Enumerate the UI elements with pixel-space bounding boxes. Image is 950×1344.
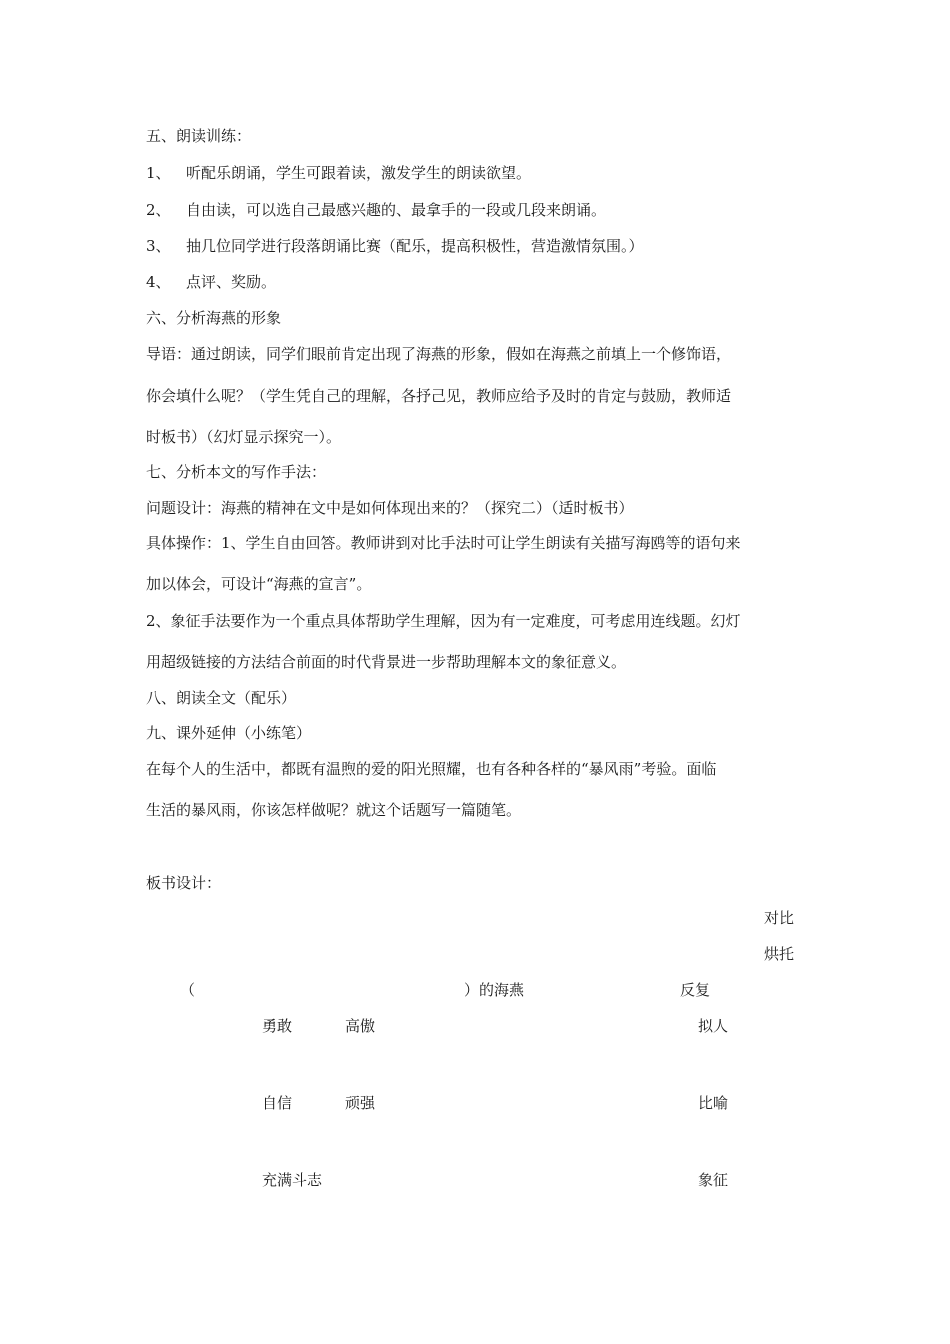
- list-text: 听配乐朗诵，学生可跟着读，激发学生的朗读欲望。: [186, 164, 532, 182]
- section-8-title: 八、朗读全文（配乐）: [146, 689, 297, 707]
- paragraph-line: 导语：通过朗读，同学们眼前肯定出现了海燕的形象，假如在海燕之前填上一个修饰语，: [146, 345, 732, 363]
- list-item: [146, 236, 644, 256]
- list-item: [146, 163, 531, 183]
- section-5-title: 五、朗读训练：: [146, 127, 252, 145]
- paragraph-line: 问题设计：海燕的精神在文中是如何体现出来的？（探究二）（适时板书）: [146, 499, 634, 517]
- trait-label: 勇敢: [262, 1017, 293, 1035]
- technique-label: 反复: [680, 981, 711, 999]
- section-6-title: 六、分析海燕的形象: [146, 309, 282, 327]
- paragraph-line: 在每个人的生活中，都既有温煦的爱的阳光照耀，也有各种各样的“暴风雨”考验。面临: [146, 760, 717, 778]
- technique-label: 对比: [764, 909, 795, 927]
- list-text: 点评、奖励。: [186, 273, 277, 291]
- board-center-title: ）的海燕: [464, 981, 525, 999]
- trait-label: 顽强: [345, 1094, 376, 1112]
- technique-label: 比喻: [698, 1094, 729, 1112]
- section-7-title: 七、分析本文的写作手法：: [146, 463, 327, 481]
- paragraph-line: 用超级链接的方法结合前面的时代背景进一步帮助理解本文的象征意义。: [146, 653, 627, 671]
- list-item: [146, 200, 606, 220]
- trait-label: 充满斗志: [262, 1171, 323, 1189]
- list-number: 2、: [146, 201, 171, 219]
- list-text: 抽几位同学进行段落朗诵比赛（配乐，提高积极性，营造激情氛围。）: [186, 237, 644, 255]
- section-9-title: 九、课外延伸（小练笔）: [146, 724, 312, 742]
- paragraph-line: 生活的暴风雨，你该怎样做呢？就这个话题写一篇随笔。: [146, 801, 522, 819]
- list-number: 1、: [146, 164, 171, 182]
- list-text: 自由读，可以选自己最感兴趣的、最拿手的一段或几段来朗诵。: [186, 201, 607, 219]
- list-number: 4、: [146, 273, 171, 291]
- board-title: 板书设计：: [146, 874, 222, 892]
- paragraph-line: 时板书）（幻灯显示探究一）。: [146, 428, 342, 446]
- paragraph-line: 具体操作：1、学生自由回答。教师讲到对比手法时可让学生朗读有关描写海鸥等的语句来: [146, 534, 741, 552]
- paragraph-line: 加以体会，可设计“海燕的宣言”。: [146, 575, 372, 593]
- list-number: 3、: [146, 237, 171, 255]
- technique-label: 烘托: [764, 945, 795, 963]
- paragraph-line: 2、象征手法要作为一个重点具体帮助学生理解，因为有一定难度，可考虑用连线题。幻灯: [146, 612, 741, 630]
- paragraph-line: 你会填什么呢？（学生凭自己的理解，各抒己见，教师应给予及时的肯定与鼓励，教师适: [146, 387, 732, 405]
- trait-label: 高傲: [345, 1017, 376, 1035]
- technique-label: 象征: [698, 1171, 729, 1189]
- board-open-paren: （: [180, 981, 196, 999]
- trait-label: 自信: [262, 1094, 293, 1112]
- technique-label: 拟人: [698, 1017, 729, 1035]
- list-item: [146, 272, 276, 292]
